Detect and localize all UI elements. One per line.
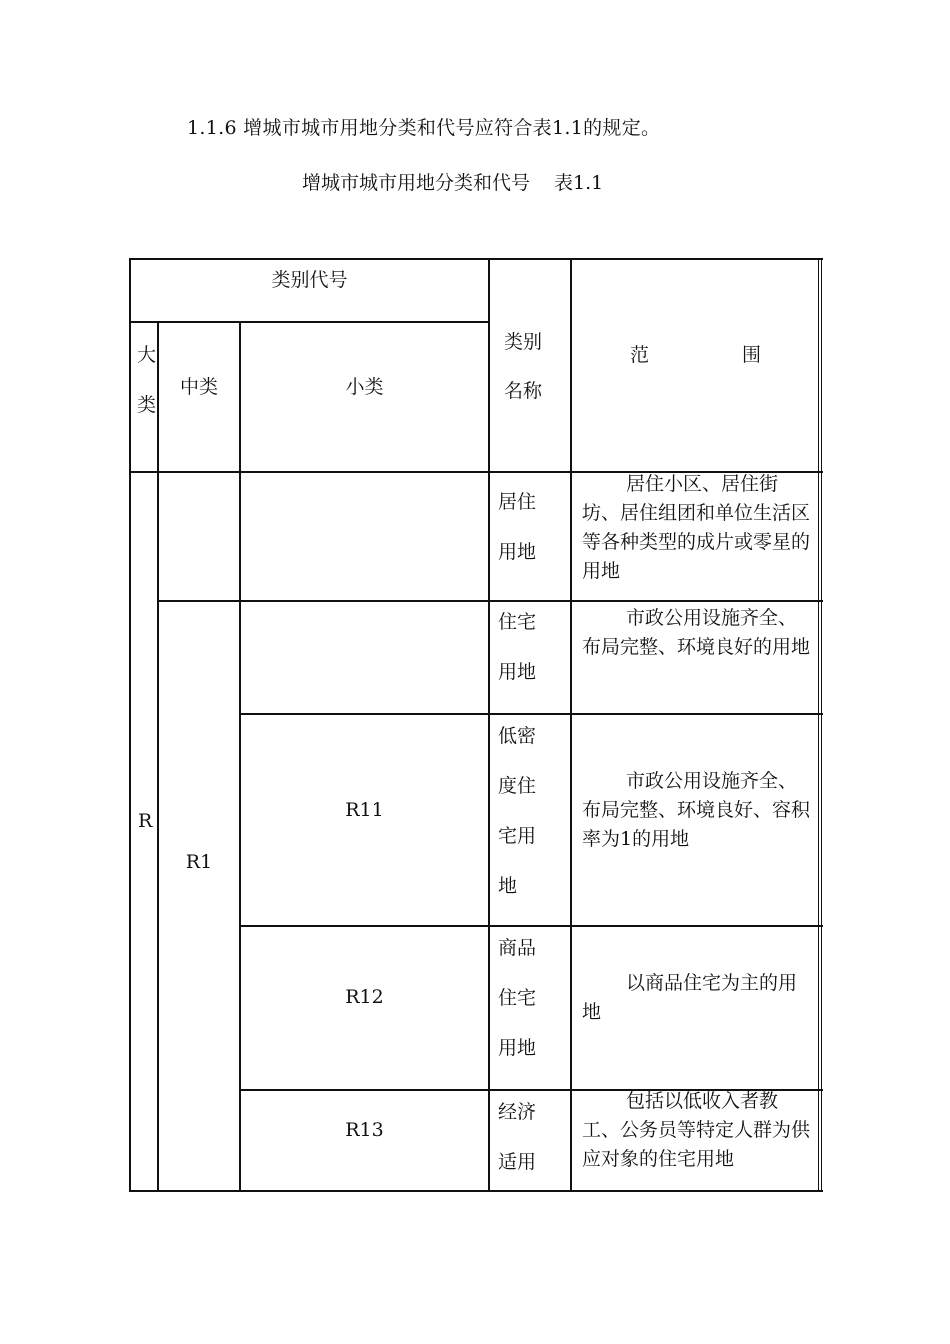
minor-code: R12 — [345, 986, 384, 1008]
header-name: 类别名称 — [504, 331, 543, 402]
header-divider — [129, 321, 490, 323]
header-middle: 中类 — [179, 376, 218, 398]
scope-text: 市政公用设施齐全、布局完整、环境良好的用地 — [582, 607, 811, 658]
intro-paragraph: 1.1.6 增城市城市用地分类和代号应符合表1.1的规定。 — [187, 117, 661, 139]
column-divider — [157, 321, 159, 1192]
table-left-border — [129, 258, 131, 1192]
scope-text: 以商品住宅为主的用地 — [582, 972, 798, 1023]
category-name: 低密度住宅用地 — [498, 725, 537, 897]
scope-text: 包括以低收入者教工、公务员等特定人群为供应对象的住宅用地 — [582, 1090, 811, 1170]
table-right-border-outer — [821, 258, 822, 1192]
table-bottom-border — [129, 1190, 823, 1192]
category-name: 居住用地 — [498, 491, 537, 563]
category-name: 商品住宅用地 — [498, 937, 537, 1059]
category-name: 经济适用 — [498, 1101, 537, 1173]
header-scope-left: 范 — [630, 344, 650, 366]
header-minor: 小类 — [345, 376, 384, 398]
table-title: 增城市城市用地分类和代号 — [302, 172, 531, 194]
column-divider — [570, 258, 572, 1192]
table-top-border — [129, 258, 823, 260]
header-major: 大类 — [137, 344, 157, 416]
middle-code: R1 — [185, 851, 213, 873]
table-right-border — [818, 258, 819, 1192]
minor-code: R13 — [345, 1119, 384, 1141]
minor-code: R11 — [345, 799, 384, 821]
table-number: 表1.1 — [554, 172, 604, 194]
column-divider — [488, 258, 490, 1192]
row-divider — [157, 600, 823, 602]
header-code-group: 类别代号 — [271, 269, 348, 291]
category-name: 住宅用地 — [498, 611, 537, 683]
header-scope-right: 围 — [742, 344, 762, 366]
scope-text: 居住小区、居住街坊、居住组团和单位生活区等各种类型的成片或零星的用地 — [582, 473, 811, 582]
column-divider — [239, 321, 241, 1192]
major-code: R — [138, 810, 153, 832]
scope-text: 市政公用设施齐全、布局完整、环境良好、容积率为1的用地 — [582, 770, 811, 850]
